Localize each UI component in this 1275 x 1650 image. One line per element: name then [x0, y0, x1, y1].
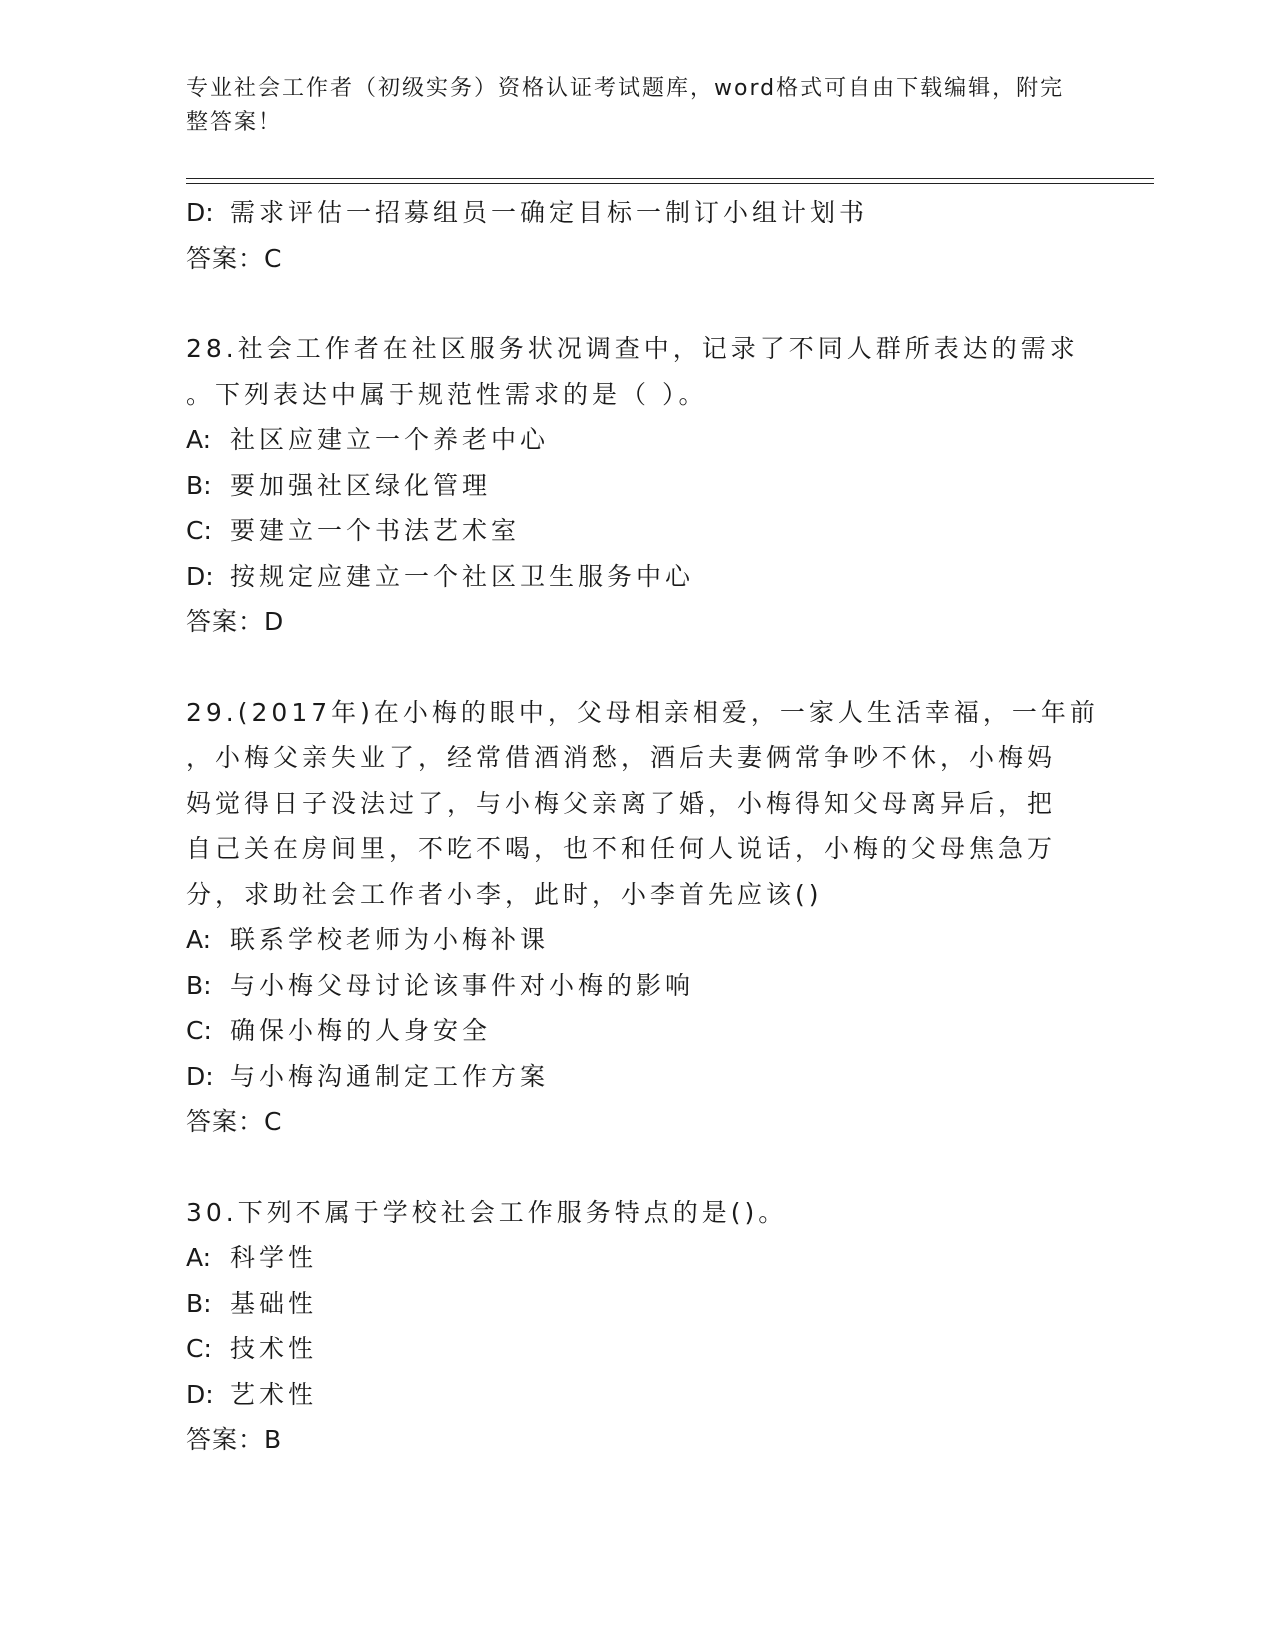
option-letter: A: — [186, 425, 212, 454]
question-30 — [186, 1190, 1086, 1463]
question-stem-line: 自己关在房间里，不吃不喝，也不和任何人说话，小梅的父母焦急万 — [186, 834, 1057, 863]
answer-line: 答案：D — [186, 607, 285, 636]
option-item — [186, 508, 1086, 554]
option-letter: D: — [186, 198, 214, 227]
document-header: 专业社会工作者（初级实务）资格认证考试题库，word格式可自由下载编辑，附完整答案！ — [186, 76, 1065, 135]
option-item — [186, 1326, 1086, 1372]
option-letter: B: — [186, 970, 212, 1000]
option-letter: A: — [186, 925, 212, 954]
option-letter: C: — [186, 1334, 212, 1363]
question-stem-line: 妈觉得日子没法过了，与小梅父亲离了婚，小梅得知父母离异后，把 — [186, 788, 1057, 818]
option-letter: C: — [186, 516, 212, 545]
option-letter: D: — [186, 561, 214, 591]
question-stem-line: 30.下列不属于学校社会工作服务特点的是()。 — [186, 1197, 788, 1227]
option-text: 技术性 — [230, 1334, 318, 1363]
option-text: 要加强社区绿化管理 — [230, 470, 492, 500]
question-list — [186, 190, 1099, 1463]
previous-question-tail — [186, 190, 1086, 281]
option-item — [186, 1054, 1086, 1100]
option-letter: D: — [186, 1379, 214, 1409]
question-stem-line: 29.(2017年)在小梅的眼中，父母相亲相爱，一家人生活幸福，一年前 — [186, 697, 1099, 727]
option-text: 按规定应建立一个社区卫生服务中心 — [230, 561, 695, 591]
question-stem-line: ，小梅父亲失业了，经常借酒消愁，酒后夫妻俩常争吵不休，小梅妈 — [186, 743, 1057, 772]
option-item — [186, 463, 1086, 509]
option-letter: C: — [186, 1016, 212, 1045]
question-stem-line: 。下列表达中属于规范性需求的是（ ）。 — [186, 379, 708, 409]
option-text: 社区应建立一个养老中心 — [230, 425, 550, 454]
question-29 — [186, 690, 1099, 1145]
question-stem-line: 分，求助社会工作者小李，此时，小李首先应该() — [186, 879, 823, 909]
option-item — [186, 917, 1086, 963]
question-stem-line: 28.社会工作者在社区服务状况调查中，记录了不同人群所表达的需求 — [186, 334, 1079, 363]
option-text: 艺术性 — [230, 1379, 318, 1409]
option-item — [186, 1372, 1086, 1418]
option-item — [186, 1235, 1086, 1281]
option-item — [186, 190, 1086, 236]
answer-line: 答案：C — [186, 1107, 283, 1136]
option-item — [186, 963, 1086, 1009]
answer-line: 答案：B — [186, 1425, 283, 1454]
option-text: 基础性 — [230, 1288, 318, 1318]
option-text: 与小梅父母讨论该事件对小梅的影响 — [230, 970, 695, 1000]
answer-line: 答案：C — [186, 243, 283, 273]
option-text: 与小梅沟通制定工作方案 — [230, 1061, 550, 1091]
option-item — [186, 1008, 1086, 1054]
option-item — [186, 417, 1086, 463]
option-letter: D: — [186, 1061, 214, 1091]
option-text: 要建立一个书法艺术室 — [230, 516, 521, 545]
option-item — [186, 554, 1086, 600]
header-divider-bottom — [186, 183, 1154, 184]
header-divider-top — [186, 178, 1154, 179]
option-letter: B: — [186, 1288, 212, 1318]
option-text: 联系学校老师为小梅补课 — [230, 925, 550, 954]
question-28 — [186, 326, 1086, 645]
option-text: 需求评估一招募组员一确定目标一制订小组计划书 — [230, 198, 869, 227]
option-item — [186, 1281, 1086, 1327]
option-text: 确保小梅的人身安全 — [230, 1016, 492, 1045]
option-letter: B: — [186, 470, 212, 500]
option-text: 科学性 — [230, 1243, 318, 1272]
option-letter: A: — [186, 1243, 212, 1272]
